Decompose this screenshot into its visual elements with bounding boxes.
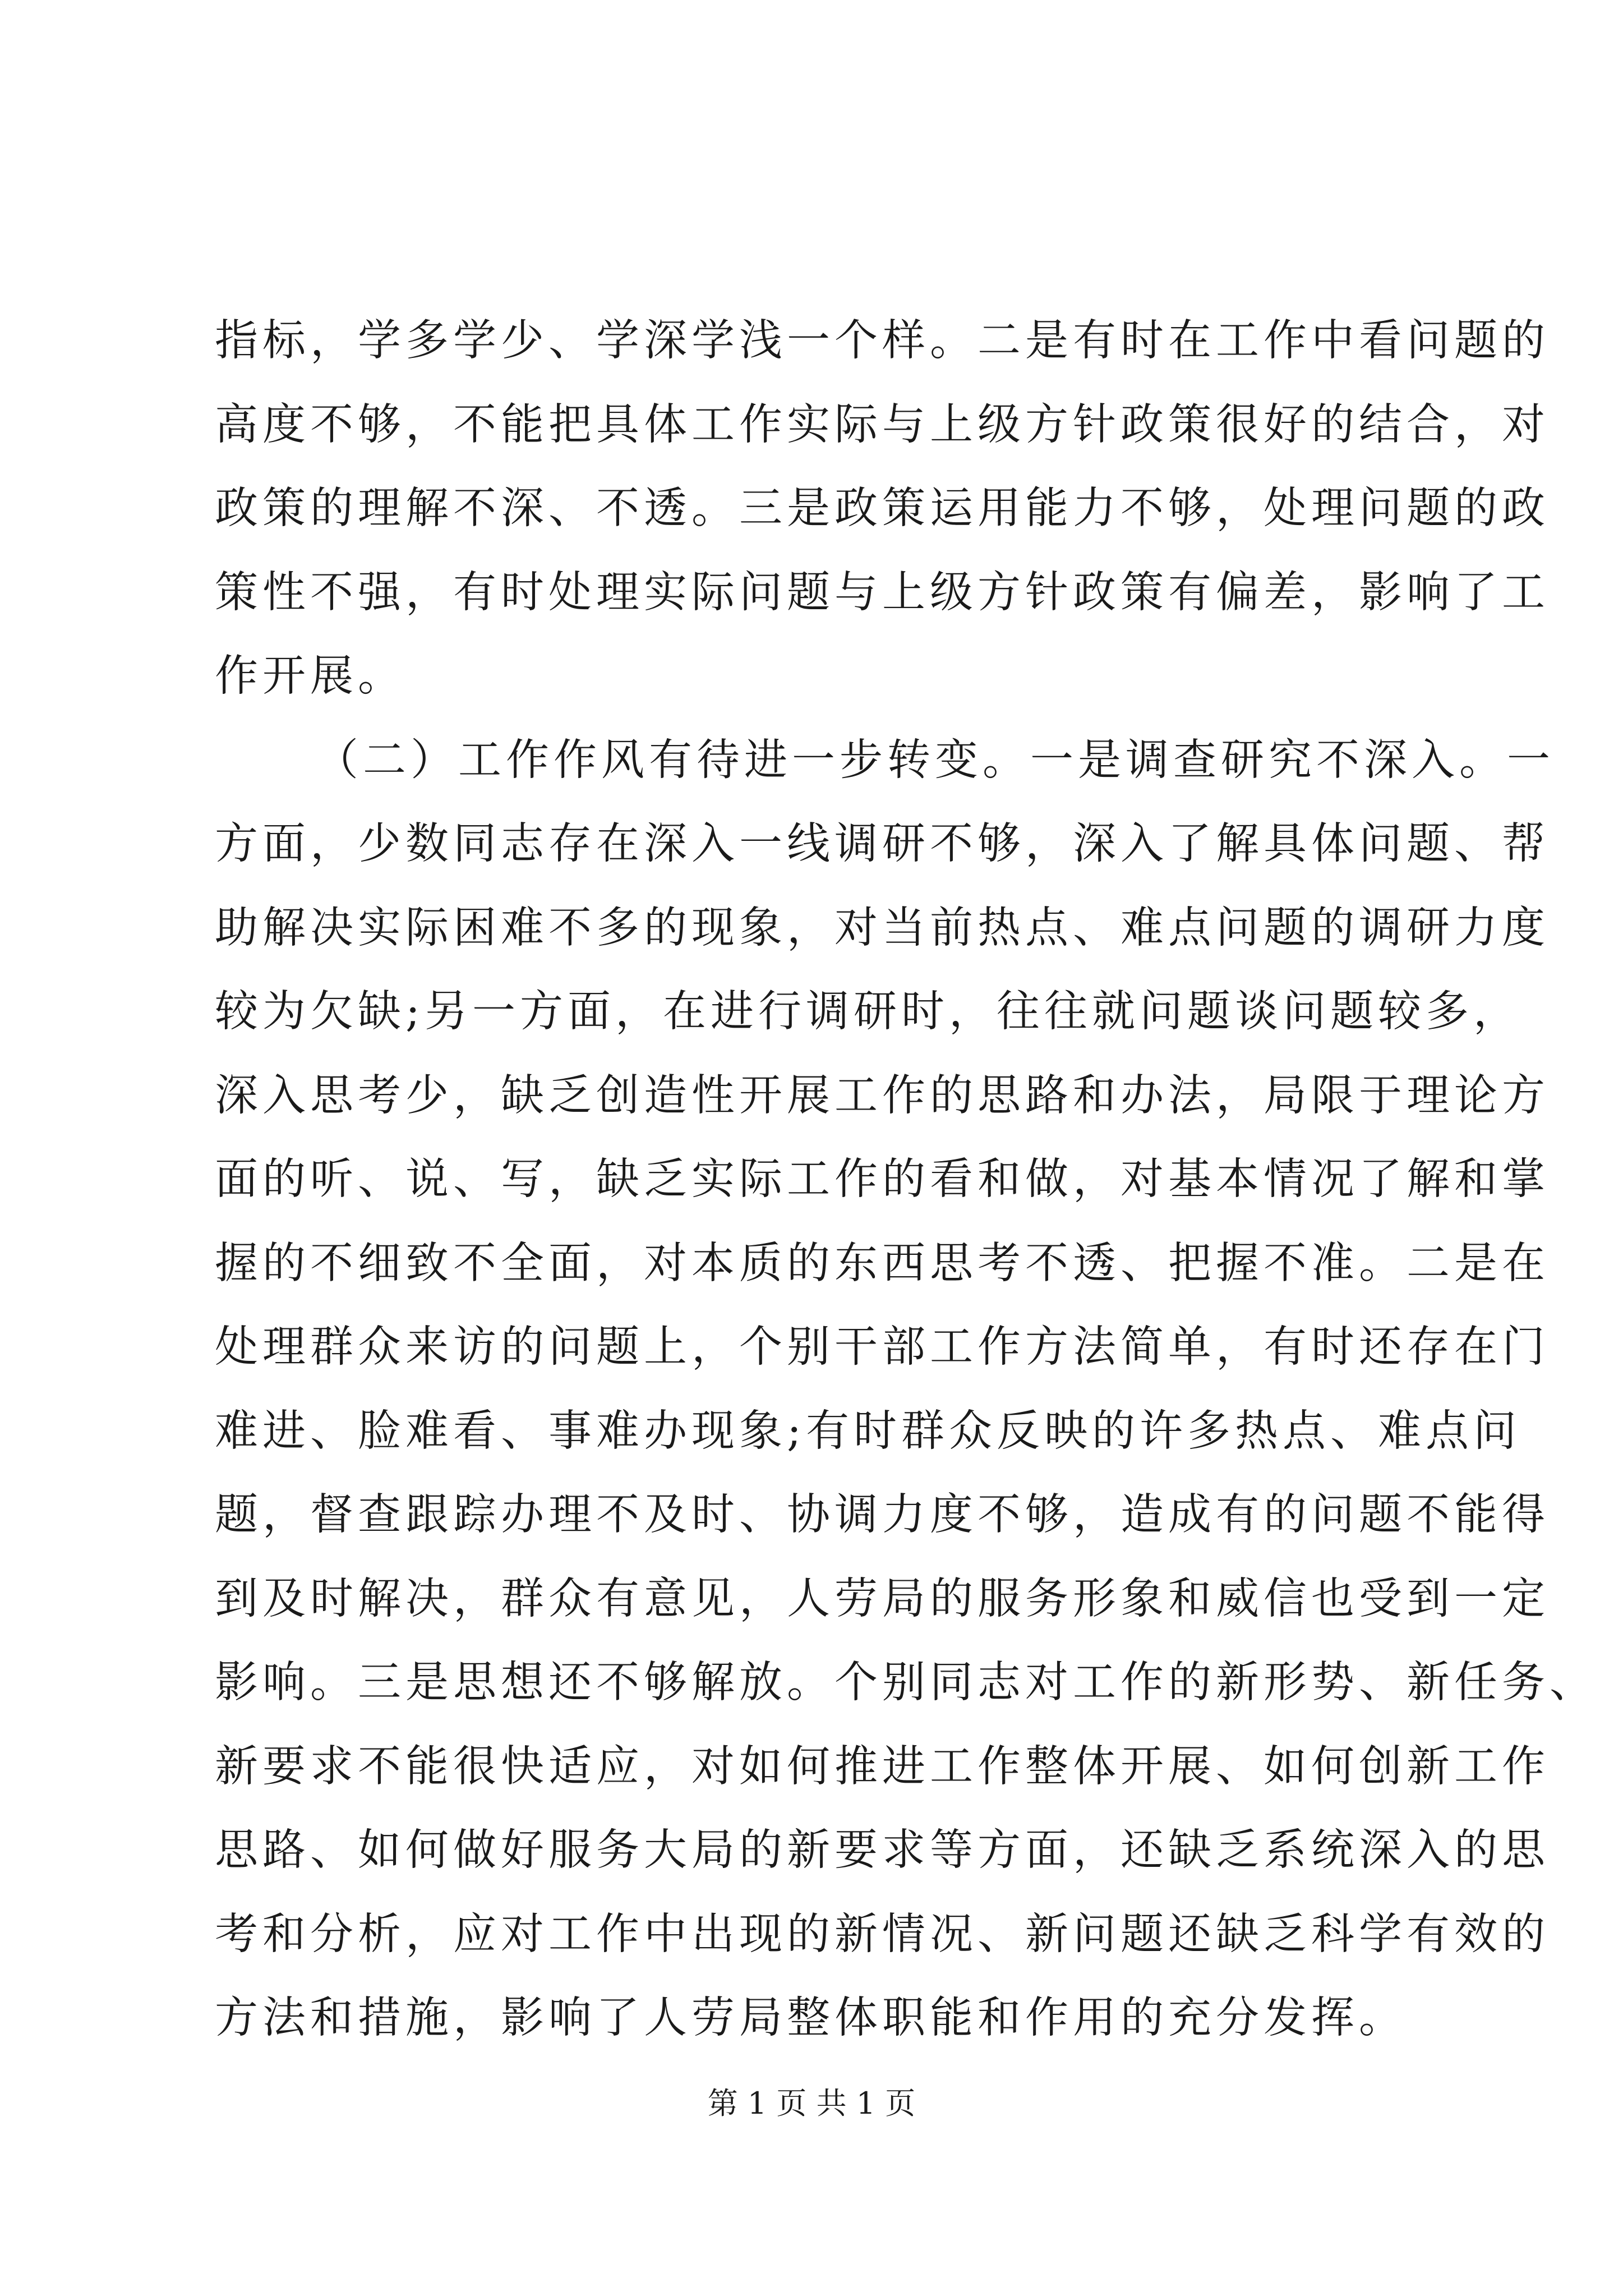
body-text-line: 指标，学多学少、学深学浅一个样。二是有时在工作中看问题的 [215,316,1550,366]
body-text-line: 方法和措施，影响了人劳局整体职能和作用的充分发挥。 [215,1993,1407,2043]
body-text-line: 考和分析，应对工作中出现的新情况、新问题还缺乏科学有效的 [215,1910,1550,1959]
body-text-line: 影响。三是思想还不够解放。个别同志对工作的新形势、新任务、 [215,1658,1597,1708]
body-text-line: 深入思考少，缺乏创造性开展工作的思路和办法，局限于理论方 [215,1071,1550,1121]
body-text-line: 策性不强，有时处理实际问题与上级方针政策有偏差，影响了工 [215,568,1550,618]
body-text-line: 难进、脸难看、事难办现象;有时群众反映的许多热点、难点问 [215,1406,1521,1456]
body-text-line: 高度不够，不能把具体工作实际与上级方针政策很好的结合，对 [215,400,1550,450]
body-text-line: 方面，少数同志存在深入一线调研不够，深入了解具体问题、帮 [215,819,1550,869]
body-text-line: 题，督查跟踪办理不及时、协调力度不够，造成有的问题不能得 [215,1490,1550,1540]
body-text-line: 到及时解决，群众有意见，人劳局的服务形象和威信也受到一定 [215,1574,1550,1624]
body-text-line: 思路、如何做好服务大局的新要求等方面，还缺乏系统深入的思 [215,1825,1550,1875]
body-text-line: 较为欠缺;另一方面，在进行调研时，往往就问题谈问题较多， [215,987,1521,1037]
body-text-line: 处理群众来访的问题上，个别干部工作方法简单，有时还存在门 [215,1322,1550,1372]
body-text-line: 握的不细致不全面，对本质的东西思考不透、把握不准。二是在 [215,1239,1550,1289]
body-text-line: 作开展。 [215,651,405,701]
paragraph-first-line: （二）工作作风有待进一步转变。一是调查研究不深入。一 [315,735,1555,785]
body-text-line: 政策的理解不深、不透。三是政策运用能力不够，处理问题的政 [215,484,1550,533]
body-text-line: 新要求不能很快适应，对如何推进工作整体开展、如何创新工作 [215,1742,1550,1792]
body-text-line: 助解决实际困难不多的现象，对当前热点、难点问题的调研力度 [215,903,1550,953]
body-text-line: 面的听、说、写，缺乏实际工作的看和做，对基本情况了解和掌 [215,1154,1550,1204]
page-footer: 第 1 页 共 1 页 [707,2086,916,2121]
